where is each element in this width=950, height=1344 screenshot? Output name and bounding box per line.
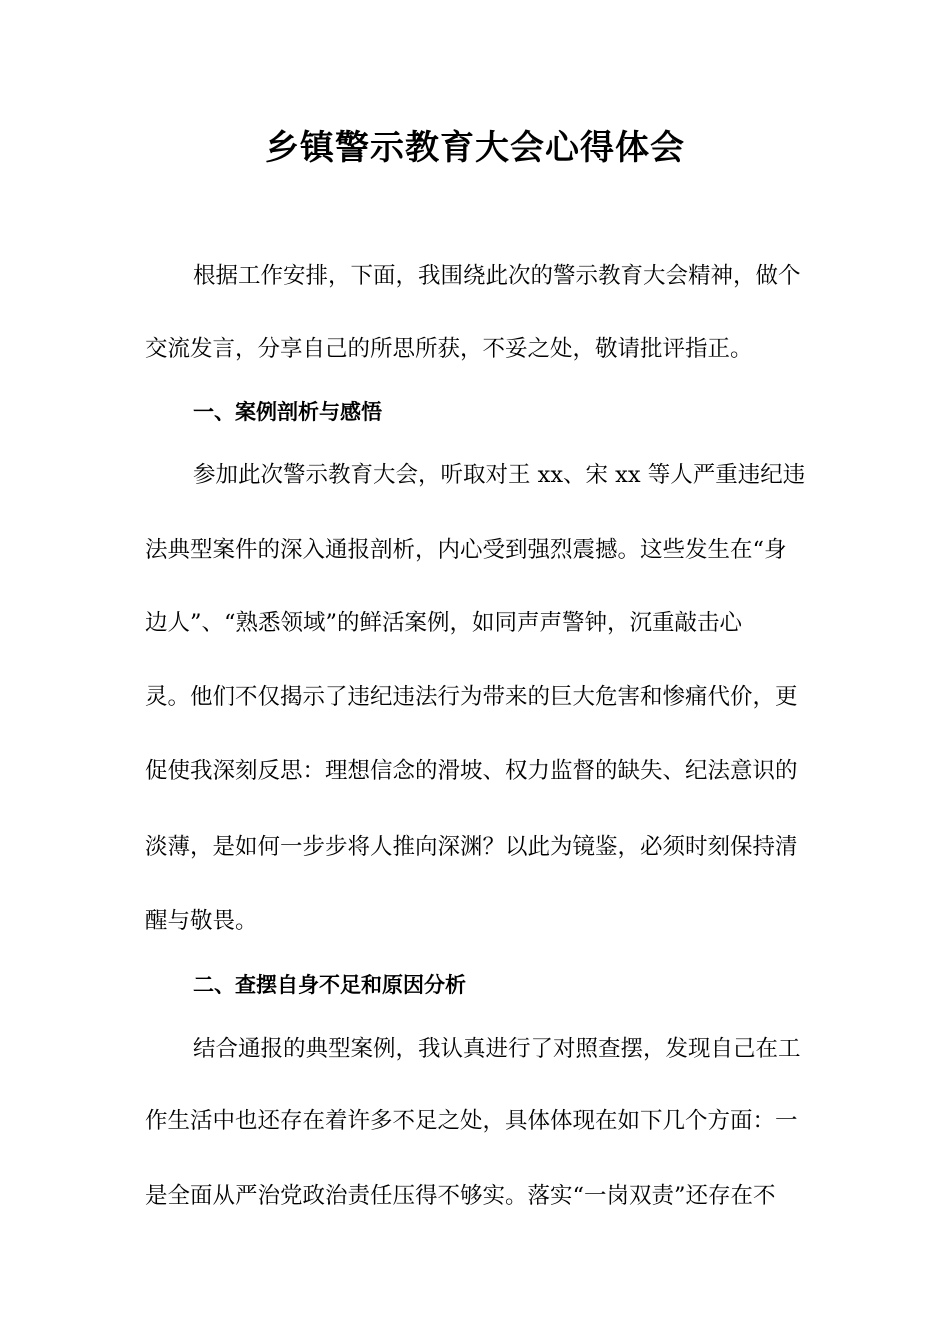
paragraph-line: 作生活中也还存在着许多不足之处，具体体现在如下几个方面：一 <box>145 1108 798 1134</box>
paragraph-line: 淡薄，是如何一步步将人推向深渊？以此为镜鉴，必须时刻保持清 <box>145 834 798 860</box>
section-heading: 二、查摆自身不足和原因分析 <box>193 973 466 997</box>
paragraph-line: 参加此次警示教育大会，听取对王 xx、宋 xx 等人严重违纪违 <box>193 462 806 488</box>
paragraph-line: 根据工作安排，下面，我围绕此次的警示教育大会精神，做个 <box>193 263 801 289</box>
paragraph-line: 法典型案件的深入通报剖析，内心受到强烈震撼。这些发生在“身 <box>145 537 787 563</box>
paragraph-line: 灵。他们不仅揭示了违纪违法行为带来的巨大危害和惨痛代价，更 <box>145 684 798 710</box>
paragraph-line: 结合通报的典型案例，我认真进行了对照查摆，发现自己在工 <box>193 1036 801 1062</box>
paragraph-line: 促使我深刻反思：理想信念的滑坡、权力监督的缺失、纪法意识的 <box>145 758 798 784</box>
paragraph-line: 是全面从严治党政治责任压得不够实。落实“一岗双责”还存在不 <box>145 1183 776 1209</box>
paragraph-line: 边人”、“熟悉领域”的鲜活案例，如同声声警钟，沉重敲击心 <box>145 610 743 636</box>
paragraph-line: 交流发言，分享自己的所思所获，不妥之处，敬请批评指正。 <box>145 336 753 362</box>
section-heading: 一、案例剖析与感悟 <box>193 400 382 424</box>
document-title: 乡镇警示教育大会心得体会 <box>265 128 685 168</box>
paragraph-line: 醒与敬畏。 <box>145 908 258 934</box>
